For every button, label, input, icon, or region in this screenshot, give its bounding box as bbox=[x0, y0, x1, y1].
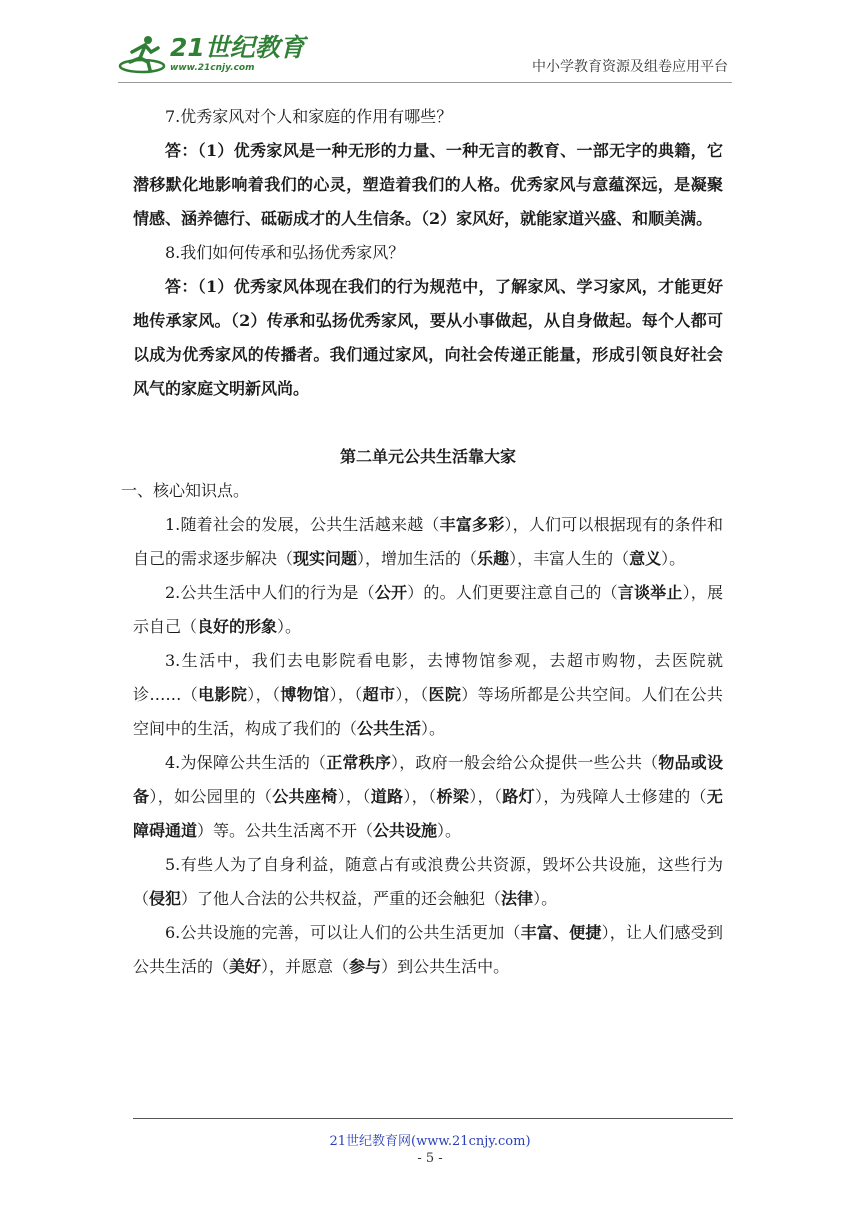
point-text: ），并愿意（ bbox=[261, 957, 350, 976]
platform-name: 中小学教育资源及组卷应用平台 bbox=[532, 59, 728, 75]
question-8: 8.我们如何传承和弘扬优秀家风？ bbox=[165, 243, 405, 262]
point-text: ）。 bbox=[421, 719, 446, 738]
point-text: 2.公共生活中人们的行为是（ bbox=[165, 583, 375, 602]
runner-logo-icon bbox=[118, 34, 166, 74]
point-text: 4.为保障公共生活的（ bbox=[165, 753, 327, 772]
point-text: ），增加生活的（ bbox=[357, 549, 478, 568]
key-term: 医院 bbox=[428, 685, 462, 704]
point-text: ）到公共生活中。 bbox=[381, 957, 510, 976]
key-term: 意义 bbox=[629, 549, 662, 568]
key-term: 物品或设备 bbox=[133, 753, 723, 806]
point-text: ），（ bbox=[403, 787, 437, 806]
section-heading: 一、核心知识点。 bbox=[121, 481, 250, 500]
point-text: ）。 bbox=[277, 617, 302, 636]
section-gap bbox=[133, 406, 723, 440]
point-text: ）了他人合法的公共权益，严重的还会触犯（ bbox=[181, 889, 502, 908]
point-text: ），展示自己（ bbox=[133, 583, 723, 636]
key-term: 法律 bbox=[501, 889, 534, 908]
point-text: ）。 bbox=[437, 821, 462, 840]
knowledge-point-4 bbox=[133, 746, 723, 848]
knowledge-point-3 bbox=[133, 644, 723, 746]
key-term: 侵犯 bbox=[149, 889, 182, 908]
point-text: ）。 bbox=[661, 549, 686, 568]
key-term: 公开 bbox=[374, 583, 408, 602]
question-7: 7.优秀家风对个人和家庭的作用有哪些？ bbox=[165, 107, 453, 126]
point-text: ），（ bbox=[247, 685, 281, 704]
page-header bbox=[0, 0, 860, 90]
knowledge-point-6 bbox=[133, 916, 723, 984]
point-text: ），政府一般会给公众提供一些公共（ bbox=[391, 753, 659, 772]
point-text: ），（ bbox=[395, 685, 429, 704]
key-term: 丰富多彩 bbox=[439, 515, 505, 534]
logo-url: www.21cnjy.com bbox=[170, 63, 255, 73]
point-text: ）的。人们更要注意自己的（ bbox=[407, 583, 618, 602]
footer-divider bbox=[133, 1118, 733, 1119]
key-term: 道路 bbox=[370, 787, 404, 806]
key-term: 公共生活 bbox=[357, 719, 422, 738]
answer-7: 答：（1）优秀家风是一种无形的力量、一种无言的教育、一部无字的典籍，它潜移默化地影响着我们的心灵，塑造着我们的人格。优秀家风与意蕴深远，是凝聚情感、涵养德行、砥砺成才的人生信条。（2）家风好，就能家道兴盛、和顺美满。 bbox=[133, 141, 723, 228]
key-term: 现实问题 bbox=[293, 549, 358, 568]
key-term: 公共设施 bbox=[373, 821, 438, 840]
point-text: ）等场所都是公共空间。人们在公共空间中的生活，构成了我们的（ bbox=[133, 685, 723, 738]
key-term: 桥梁 bbox=[436, 787, 470, 806]
key-term: 公共座椅 bbox=[272, 787, 338, 806]
site-logo[interactable] bbox=[118, 33, 305, 78]
document-body bbox=[121, 100, 723, 984]
key-term: 无障碍通道 bbox=[133, 787, 723, 840]
point-text: ）。 bbox=[533, 889, 558, 908]
point-text: ），如公园里的（ bbox=[149, 787, 273, 806]
knowledge-point-5 bbox=[133, 848, 723, 916]
point-text: ），（ bbox=[337, 787, 371, 806]
point-text: ），（ bbox=[329, 685, 363, 704]
footer-site-link[interactable]: 21世纪教育网(www.21cnjy.com) bbox=[329, 1134, 531, 1149]
key-term: 电影院 bbox=[198, 685, 248, 704]
key-term: 正常秩序 bbox=[326, 753, 392, 772]
point-text: 5.有些人为了自身利益，随意占有或浪费公共资源，毁坏公共设施，这些行为（ bbox=[133, 855, 723, 908]
key-term: 丰富、便捷 bbox=[520, 923, 602, 942]
knowledge-points bbox=[133, 508, 723, 984]
point-text: ），人们可以根据现有的条件和自己的需求逐步解决（ bbox=[133, 515, 723, 568]
logo-wordmark: 21世纪教育 bbox=[170, 33, 305, 62]
knowledge-point-1 bbox=[133, 508, 723, 576]
key-term: 路灯 bbox=[502, 787, 536, 806]
point-text: ），（ bbox=[469, 787, 503, 806]
point-text: 3.生活中，我们去电影院看电影，去博物馆参观，去超市购物，去医院就诊……（ bbox=[133, 651, 723, 704]
key-term: 良好的形象 bbox=[197, 617, 278, 636]
answer-8: 答：（1）优秀家风体现在我们的行为规范中，了解家风、学习家风，才能更好地传承家风。（2）传承和弘扬优秀家风，要从小事做起，从自身做起。每个人都可以成为优秀家风的传播者。我们通过家风，向社会传递正能量，形成引领良好社会风气的家庭文明新风尚。 bbox=[133, 277, 723, 398]
key-term: 超市 bbox=[362, 685, 396, 704]
key-term: 博物馆 bbox=[280, 685, 330, 704]
point-text: ）等。公共生活离不开（ bbox=[197, 821, 374, 840]
point-text: 1.随着社会的发展，公共生活越来越（ bbox=[165, 515, 440, 534]
point-text: 6.公共设施的完善，可以让人们的公共生活更加（ bbox=[165, 923, 521, 942]
key-term: 乐趣 bbox=[477, 549, 510, 568]
knowledge-point-2 bbox=[133, 576, 723, 644]
key-term: 美好 bbox=[229, 957, 262, 976]
key-term: 参与 bbox=[349, 957, 382, 976]
point-text: ），为残障人士修建的（ bbox=[535, 787, 707, 806]
unit-title: 第二单元公共生活靠大家 bbox=[339, 447, 516, 466]
point-text: ），丰富人生的（ bbox=[509, 549, 630, 568]
key-term: 言谈举止 bbox=[617, 583, 683, 602]
point-text: ），让人们感受到公共生活的（ bbox=[133, 923, 723, 976]
page-number: - 5 - bbox=[417, 1151, 443, 1166]
header-divider bbox=[118, 82, 732, 83]
